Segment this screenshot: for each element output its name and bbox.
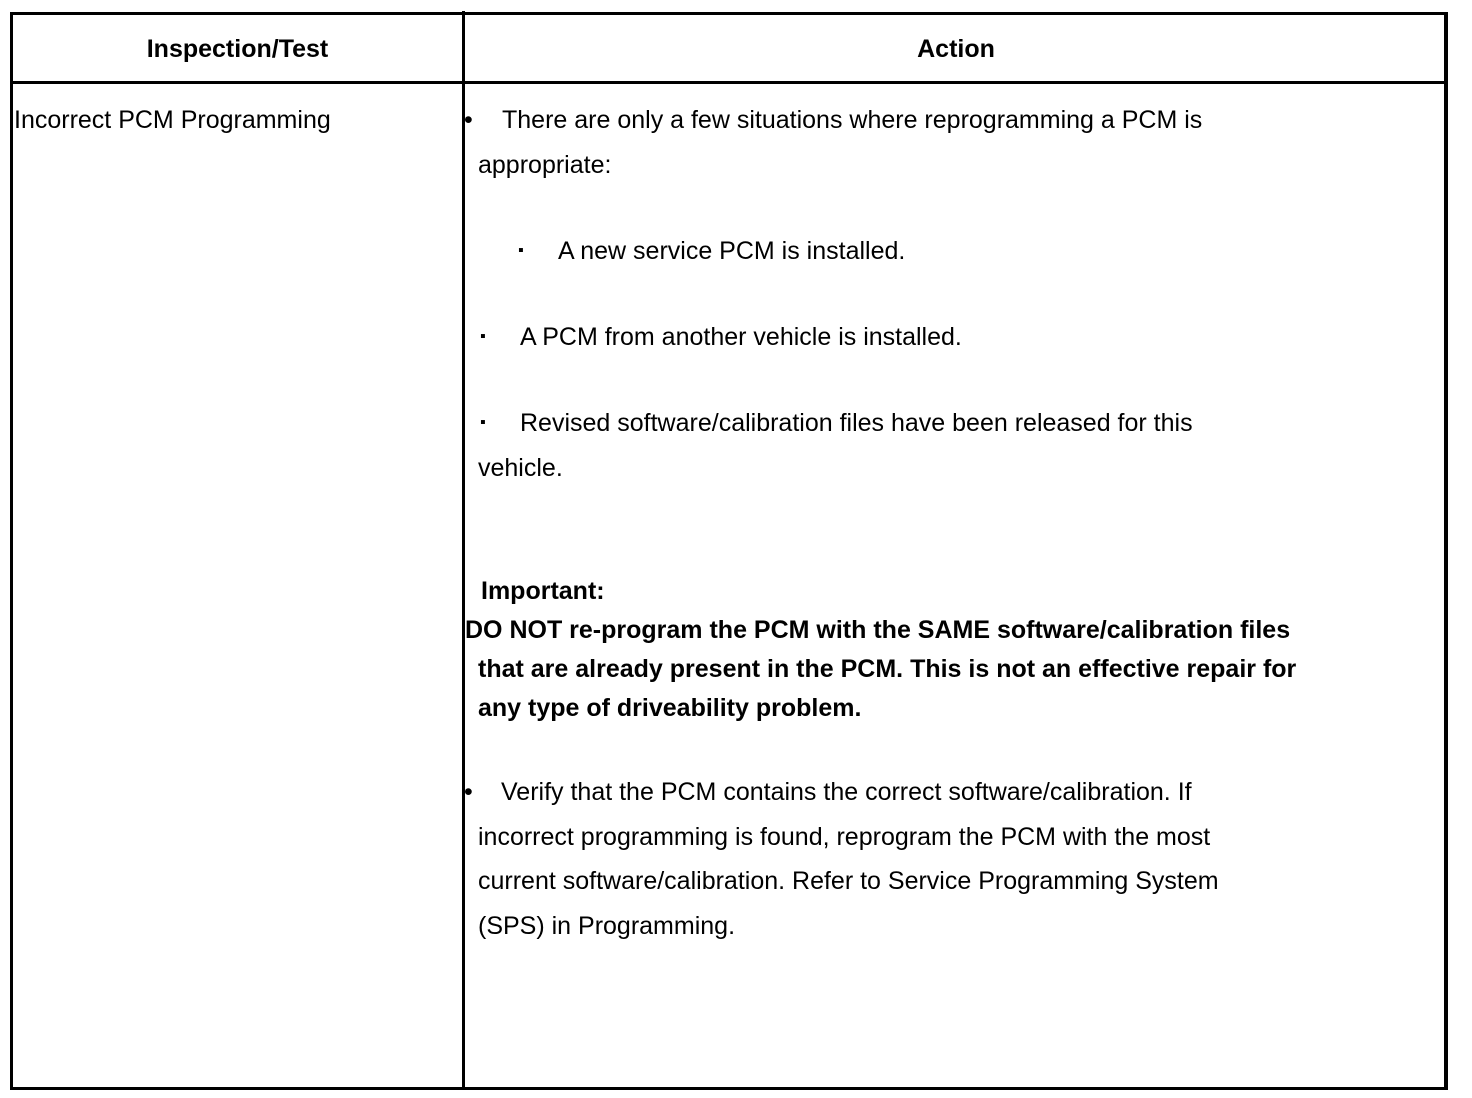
sub-item-1: A new service PCM is installed. — [558, 237, 906, 265]
important-title: Important: — [481, 577, 605, 605]
sub-item-3-line-2: vehicle. — [478, 454, 563, 482]
bullet-2-line-1: Verify that the PCM contains the correct software/calibration. If — [501, 778, 1192, 806]
important-line-1: DO NOT re-program the PCM with the SAME software/calibration files — [465, 616, 1291, 644]
bullet-2-line-3: current software/calibration. Refer to Service Programming System — [478, 867, 1219, 895]
bullet-icon: • — [464, 778, 473, 806]
bullet-1-line-1: There are only a few situations where reprogramming a PCM is — [502, 106, 1203, 134]
bullet-icon: • — [464, 106, 473, 134]
important-line-2: that are already present in the PCM. This is not an effective repair for — [478, 655, 1297, 683]
square-bullet-icon: ▪ — [480, 414, 486, 431]
bullet-1-line-2: appropriate: — [478, 151, 612, 179]
sub-item-3-line-1: Revised software/calibration files have been released for this — [520, 409, 1193, 437]
inspection-cell: Incorrect PCM Programming — [14, 106, 331, 134]
square-bullet-icon: ▪ — [518, 242, 524, 259]
header-inspection-test: Inspection/Test — [146, 35, 329, 63]
bullet-2-line-2: incorrect programming is found, reprogram the PCM with the most — [478, 823, 1211, 851]
sub-item-2: A PCM from another vehicle is installed. — [520, 323, 962, 351]
header-action: Action — [917, 35, 995, 63]
bullet-2-line-4: (SPS) in Programming. — [478, 912, 736, 940]
important-line-3: any type of driveability problem. — [478, 694, 862, 722]
column-divider — [462, 11, 465, 1087]
square-bullet-icon: ▪ — [480, 328, 486, 345]
header-rule — [13, 81, 1444, 84]
